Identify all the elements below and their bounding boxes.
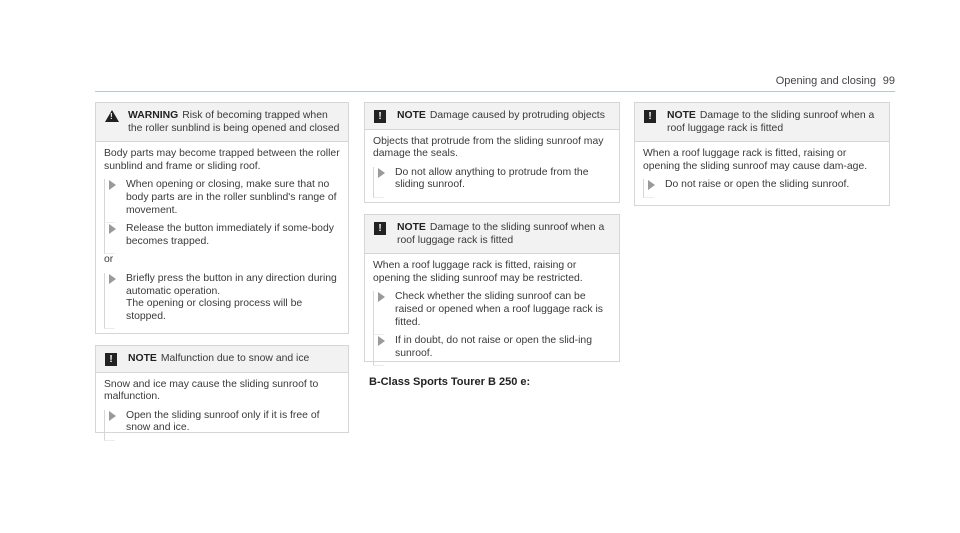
note-luggage-rack-damage-box (634, 102, 890, 206)
note-title: Damage caused by protruding objects (429, 110, 605, 121)
note-step-1: Open the sliding sunroof only if it is free of snow and ice. (104, 410, 340, 435)
arrow-icon (378, 336, 385, 346)
warning-label: WARNING (128, 110, 179, 121)
note-label: NOTE (128, 353, 157, 364)
arrow-icon (109, 411, 116, 421)
note-header (365, 103, 619, 130)
note-header (635, 103, 889, 142)
warning-step-3: Briefly press the button in any direction during automatic operation. The opening or closing process will be stopped. (104, 273, 340, 323)
note-body (635, 142, 889, 204)
page-number: 99 (882, 75, 895, 87)
page-header (0, 0, 960, 96)
warning-step-1: When opening or closing, make sure that no body parts are in the roller sunblind's range of movement. (104, 179, 340, 217)
arrow-icon (109, 274, 116, 284)
warning-or: or (104, 254, 114, 266)
note-step-1: Check whether the sliding sunroof can be raised or opened when a roof luggage rack is fitted. (373, 291, 611, 329)
note-body (365, 130, 619, 204)
arrow-icon (648, 180, 655, 190)
note-step-1: Do not raise or open the sliding sunroof. (643, 179, 881, 192)
note-text: When a roof luggage rack is fitted, raising or opening the sliding sunroof may be restricted. (373, 260, 583, 284)
note-label: NOTE (397, 222, 426, 233)
note-step-1: Do not allow anything to protrude from the sliding sunroof. (373, 167, 611, 192)
note-text: Objects that protrude from the sliding sunroof may damage the seals. (373, 135, 604, 160)
note-body (365, 254, 619, 372)
note-exclamation-icon: ! (105, 353, 119, 367)
note-header (96, 346, 348, 373)
note-title: Damage to the sliding sunroof when a roof luggage rack is fitted (397, 222, 605, 246)
note-header (365, 215, 619, 254)
note-exclamation-icon: ! (644, 110, 658, 124)
warning-box (95, 102, 349, 334)
note-title: Malfunction due to snow and ice (160, 353, 310, 364)
arrow-icon (378, 292, 385, 302)
warning-body (96, 142, 348, 335)
note-text: When a roof luggage rack is fitted, raising or opening the sliding sunroof may cause dam-age. (643, 148, 868, 172)
note-snow-ice-box (95, 345, 349, 433)
warning-triangle-icon (105, 110, 119, 124)
note-exclamation-icon: ! (374, 222, 388, 236)
header-rule (95, 91, 895, 92)
warning-header (96, 103, 348, 142)
note-text: Snow and ice may cause the sliding sunroof to malfunction. (104, 378, 319, 403)
note-label: NOTE (667, 110, 696, 121)
note-protruding-objects-box (364, 102, 620, 203)
arrow-icon (109, 224, 116, 234)
note-step-2: If in doubt, do not raise or open the slid-ing sunroof. (373, 335, 611, 360)
warning-intro: Body parts may become trapped between the roller sunblind and frame or sliding roof. (104, 148, 340, 172)
warning-title: Risk of becoming trapped when the roller sunblind is being opened and closed (128, 110, 340, 134)
note-exclamation-icon: ! (374, 110, 388, 124)
note-body (96, 373, 348, 447)
vehicle-model-caption: B-Class Sports Tourer B 250 e: (369, 376, 531, 388)
section-title: Opening and closing (775, 75, 876, 87)
note-title: Damage to the sliding sunroof when a roof luggage rack is fitted (667, 110, 875, 134)
note-luggage-rack-box (364, 214, 620, 362)
note-label: NOTE (397, 110, 426, 121)
arrow-icon (378, 168, 385, 178)
arrow-icon (109, 180, 116, 190)
warning-step-2: Release the button immediately if some-body becomes trapped. (104, 223, 340, 248)
